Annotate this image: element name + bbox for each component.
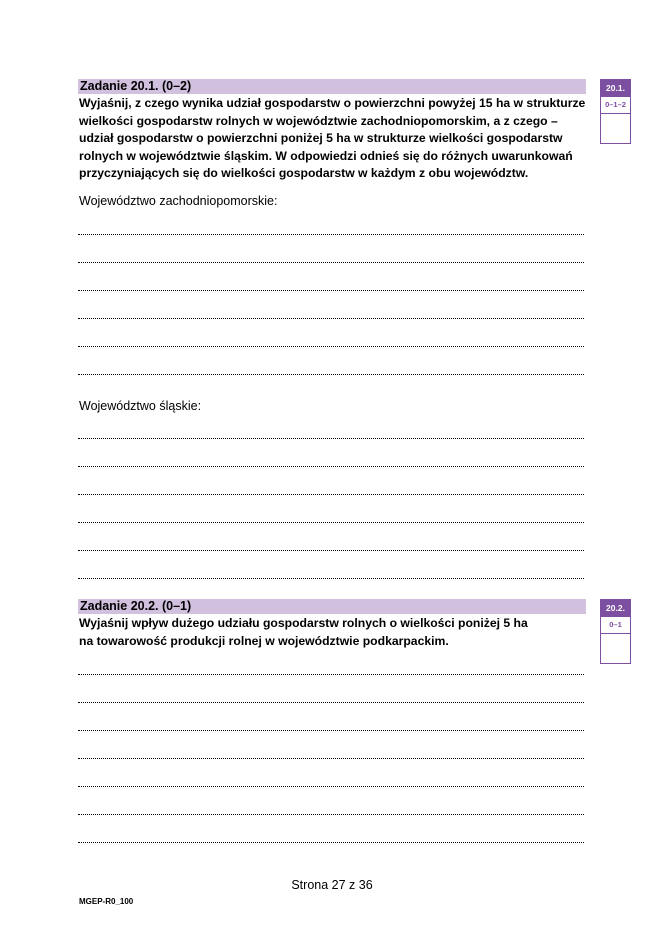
answer-line[interactable] bbox=[78, 262, 584, 263]
score-box-points: 0–1–2 bbox=[601, 97, 630, 114]
answer-line[interactable] bbox=[78, 814, 584, 815]
prompt-line: przyczyniających się do wielkości gospodarstw w każdym z obu województw. bbox=[79, 166, 529, 181]
answer-line[interactable] bbox=[78, 730, 584, 731]
prompt-line: Wyjaśnij, z czego wynika udział gospodarstw o powierzchni powyżej 15 ha w strukturze bbox=[79, 96, 586, 110]
answer-line[interactable] bbox=[78, 374, 584, 375]
answer-line[interactable] bbox=[78, 786, 584, 787]
answer-line[interactable] bbox=[78, 494, 584, 495]
score-box-20-1 bbox=[600, 79, 631, 144]
score-entry-cell[interactable] bbox=[601, 634, 630, 663]
answer-line[interactable] bbox=[78, 674, 584, 675]
task-20-1-header: Zadanie 20.1. (0–2) bbox=[78, 79, 586, 94]
score-box-points: 0–1 bbox=[601, 617, 630, 634]
answer-line[interactable] bbox=[78, 466, 584, 467]
score-box-number: 20.1. bbox=[601, 80, 630, 97]
answer-line[interactable] bbox=[78, 578, 584, 579]
score-box-20-2 bbox=[600, 599, 631, 664]
label-zachodniopomorskie: Województwo zachodniopomorskie: bbox=[79, 194, 278, 208]
answer-line[interactable] bbox=[78, 758, 584, 759]
score-entry-cell[interactable] bbox=[601, 114, 630, 143]
document-code: MGEP-R0_100 bbox=[79, 897, 134, 906]
answer-line[interactable] bbox=[78, 318, 584, 319]
label-slaskie: Województwo śląskie: bbox=[79, 399, 202, 413]
answer-line[interactable] bbox=[78, 438, 584, 439]
answer-line[interactable] bbox=[78, 522, 584, 523]
page-number: Strona 27 z 36 bbox=[291, 878, 373, 892]
score-box-number: 20.2. bbox=[601, 600, 630, 617]
prompt-line: na towarowość produkcji rolnej w województwie podkarpackim. bbox=[79, 633, 449, 648]
prompt-line: Wyjaśnij wpływ dużego udziału gospodarstw rolnych o wielkości poniżej 5 ha bbox=[79, 616, 528, 630]
task-20-2-header: Zadanie 20.2. (0–1) bbox=[78, 599, 586, 614]
answer-line[interactable] bbox=[78, 234, 584, 235]
answer-line[interactable] bbox=[78, 346, 584, 347]
prompt-line: wielkości gospodarstw rolnych w województwie zachodniopomorskim, a z czego – bbox=[79, 113, 558, 128]
answer-line[interactable] bbox=[78, 550, 584, 551]
prompt-line: rolnych w województwie śląskim. W odpowiedzi odnieś się do różnych uwarunkowań bbox=[79, 148, 573, 163]
task-20-1-prompt bbox=[79, 95, 589, 183]
answer-line[interactable] bbox=[78, 842, 584, 843]
task-20-2-prompt bbox=[79, 615, 589, 650]
answer-line[interactable] bbox=[78, 702, 584, 703]
answer-line[interactable] bbox=[78, 290, 584, 291]
prompt-line: udział gospodarstw o powierzchni poniżej 5 ha w strukturze wielkości gospodarstw bbox=[79, 131, 563, 146]
